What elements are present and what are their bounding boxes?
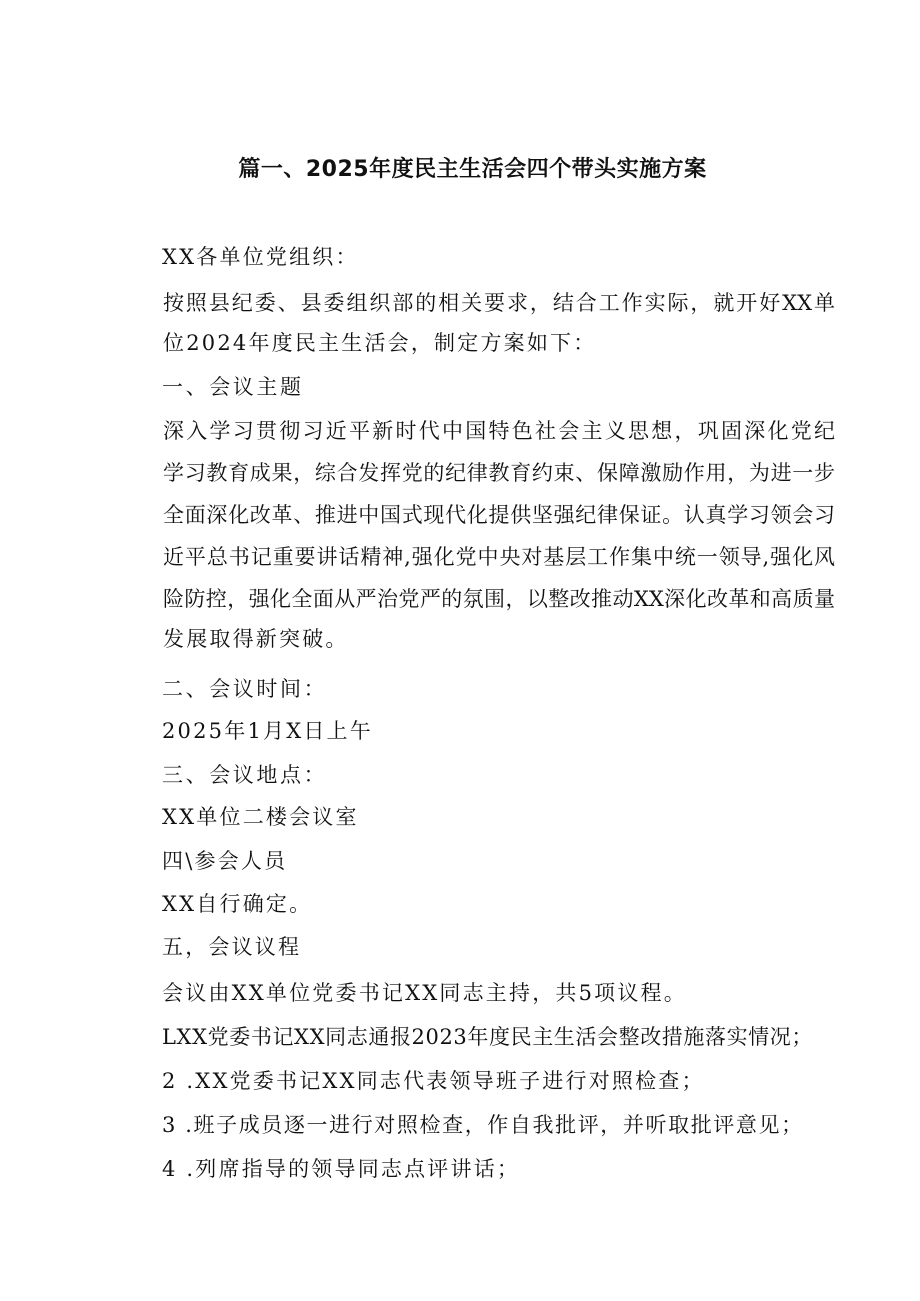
agenda-item-2: 2 .XX党委书记XX同志代表领导班子进行对照检查； — [162, 1069, 705, 1093]
theme-line-1: 深入学习贯彻习近平新时代中国特色社会主义思想，巩固深化党纪 — [163, 419, 835, 443]
agenda-item-4: 4 .列席指导的领导同志点评讲话； — [162, 1157, 521, 1181]
attendees-content: XX自行确定。 — [162, 892, 313, 916]
agenda-intro: 会议由XX单位党委书记XX同志主持，共5项议程。 — [162, 981, 687, 1005]
document-title: 篇一、2025年度民主生活会四个带头实施方案 — [238, 157, 707, 182]
salutation: XX各单位党组织： — [162, 245, 359, 269]
theme-line-2: 学习教育成果，综合发挥党的纪律教育约束、保障激励作用，为进一步 — [163, 461, 835, 485]
meeting-time: 2025年1月X日上午 — [162, 719, 373, 743]
section-heading-agenda: 五，会议议程 — [162, 935, 302, 959]
meeting-location: XX单位二楼会议室 — [162, 805, 359, 829]
section-heading-location: 三、会议地点： — [162, 763, 328, 787]
section-heading-attendees: 四\参会人员 — [162, 849, 288, 873]
theme-line-4: 近平总书记重要讲话精神,强化党中央对基层工作集中统一领导,强化风 — [163, 545, 835, 569]
section-heading-theme: 一、会议主题 — [162, 375, 304, 399]
intro-line-1: 按照县纪委、县委组织部的相关要求，结合工作实际，就开好XX单 — [163, 291, 835, 315]
section-heading-time: 二、会议时间： — [162, 677, 328, 701]
intro-line-2: 位2024年度民主生活会，制定方案如下： — [163, 331, 597, 355]
theme-line-5: 险防控，强化全面从严治党严的氛围，以整改推动XX深化改革和高质量 — [163, 587, 835, 611]
agenda-item-3: 3 .班子成员逐一进行对照检查，作自我批评，并听取批评意见； — [162, 1113, 804, 1137]
agenda-item-1: LXX党委书记XX同志通报2023年度民主生活会整改措施落实情况； — [162, 1025, 813, 1049]
theme-line-3: 全面深化改革、推进中国式现代化提供坚强纪律保证。认真学习领会习 — [163, 503, 835, 527]
theme-line-6: 发展取得新突破。 — [163, 627, 349, 651]
